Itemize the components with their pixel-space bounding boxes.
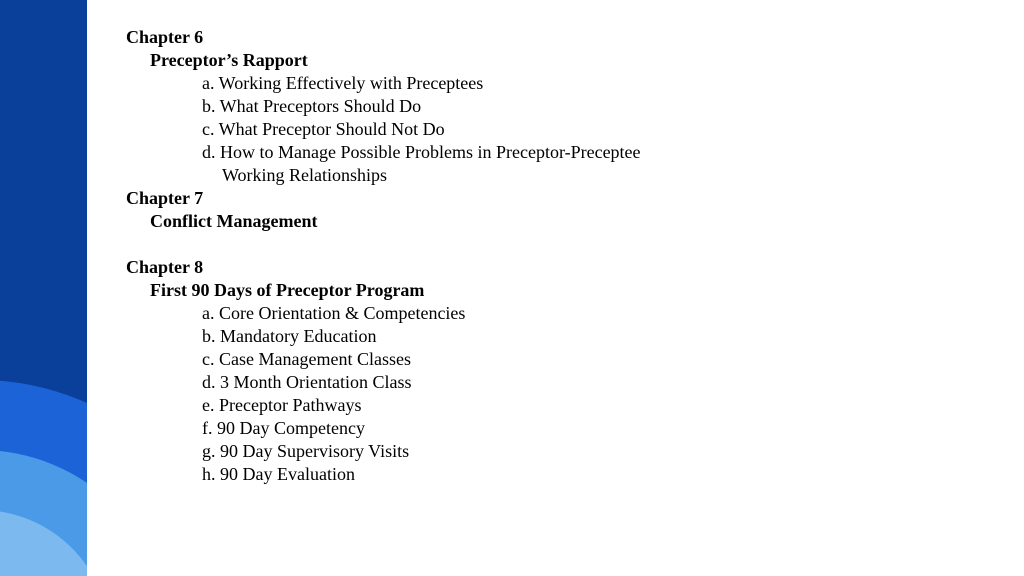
chapter-6-item-a: a. Working Effectively with Preceptees: [202, 73, 484, 93]
chapter-8-item-c: c. Case Management Classes: [202, 349, 411, 369]
chapter-8-item-b: b. Mandatory Education: [202, 326, 377, 346]
chapter-6-item-d: d. How to Manage Possible Problems in Preceptor-Preceptee: [202, 142, 641, 162]
chapter-8-item-e: e. Preceptor Pathways: [202, 395, 362, 415]
chapter-6-item-c: c. What Preceptor Should Not Do: [202, 119, 445, 139]
chapter-8-item-h: h. 90 Day Evaluation: [202, 464, 355, 484]
chapter-8-item-d: d. 3 Month Orientation Class: [202, 372, 412, 392]
chapter-6-item-b: b. What Preceptors Should Do: [202, 96, 422, 116]
chapter-7-title: Conflict Management: [150, 211, 318, 231]
chapter-6-label: Chapter 6: [126, 27, 204, 47]
chapter-6-item-d-continuation: Working Relationships: [222, 165, 388, 185]
chapter-6-title: Preceptor’s Rapport: [150, 50, 308, 70]
chapter-8-item-f: f. 90 Day Competency: [202, 418, 365, 438]
chapter-8-label: Chapter 8: [126, 257, 204, 277]
chapter-8-title: First 90 Days of Preceptor Program: [150, 280, 425, 300]
chapter-8-item-g: g. 90 Day Supervisory Visits: [202, 441, 410, 461]
chapter-7-label: Chapter 7: [126, 188, 204, 208]
chapter-8-item-a: a. Core Orientation & Competencies: [202, 303, 466, 323]
